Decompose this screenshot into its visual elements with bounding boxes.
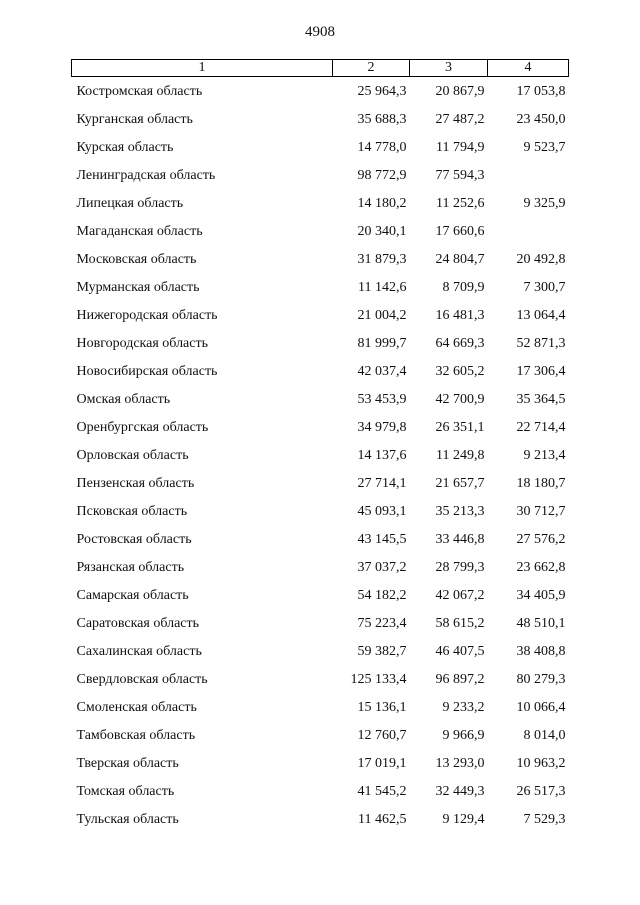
region-name: Саратовская область: [76, 616, 200, 631]
value-col-4: 26 517,3: [516, 784, 566, 799]
value-col-4: 13 064,4: [516, 308, 566, 323]
value-col-3: 27 487,2: [435, 112, 485, 127]
value-col-2: 35 688,3: [357, 112, 407, 127]
value-col-2: 41 545,2: [357, 784, 407, 799]
value-col-4: 20 492,8: [516, 252, 566, 267]
value-col-2: 14 137,6: [357, 448, 407, 463]
value-col-3: 9 129,4: [442, 812, 485, 827]
value-col-3: 11 252,6: [436, 196, 485, 211]
region-name: Курская область: [76, 140, 174, 155]
region-name: Курганская область: [76, 112, 193, 127]
value-col-4: 9 523,7: [523, 140, 566, 155]
region-name: Тверская область: [76, 756, 179, 771]
table-row: [72, 218, 569, 246]
value-col-4: 17 306,4: [516, 364, 566, 379]
region-name: Нижегородская область: [76, 308, 218, 323]
value-col-4: 9 213,4: [523, 448, 566, 463]
value-col-4: 80 279,3: [516, 672, 566, 687]
table-row: [72, 750, 569, 778]
value-col-2: 14 180,2: [357, 196, 407, 211]
value-col-2: 15 136,1: [357, 700, 407, 715]
value-col-4: 35 364,5: [516, 392, 566, 407]
value-col-2: 53 453,9: [357, 392, 407, 407]
region-name: Тамбовская область: [76, 728, 196, 743]
table-row: [72, 778, 569, 806]
table-row: [72, 246, 569, 274]
value-col-2: 54 182,2: [357, 588, 407, 603]
region-name: Свердловская область: [76, 672, 208, 687]
value-col-3: 33 446,8: [435, 532, 485, 547]
table-row: [72, 526, 569, 554]
value-col-3: 35 213,3: [435, 504, 485, 519]
value-col-4: 9 325,9: [523, 196, 566, 211]
table-row: [72, 77, 569, 107]
region-name: Магаданская область: [76, 224, 203, 239]
value-col-2: 20 340,1: [357, 224, 407, 239]
value-col-2: 12 760,7: [357, 728, 407, 743]
table-row: [72, 274, 569, 302]
table-row: [72, 330, 569, 358]
region-name: Костромская область: [76, 84, 203, 99]
region-name: Московская область: [76, 252, 197, 267]
value-col-2: 27 714,1: [357, 476, 407, 491]
value-col-2: 98 772,9: [357, 168, 407, 183]
region-name: Пензенская область: [76, 476, 195, 491]
table-row: [72, 694, 569, 722]
value-col-3: 32 449,3: [435, 784, 485, 799]
value-col-4: 27 576,2: [516, 532, 566, 547]
region-name: Тульская область: [76, 812, 179, 827]
value-col-2: 45 093,1: [357, 504, 407, 519]
value-col-3: 9 966,9: [442, 728, 485, 743]
table-body: [72, 77, 569, 835]
region-name: Мурманская область: [76, 280, 200, 295]
column-header-1: 1: [72, 60, 333, 77]
region-name: Смоленская область: [76, 700, 197, 715]
value-col-3: 42 700,9: [435, 392, 485, 407]
value-col-2: 37 037,2: [357, 560, 407, 575]
column-header-2: 2: [333, 60, 410, 77]
value-col-2: 21 004,2: [357, 308, 407, 323]
value-col-4: 48 510,1: [516, 616, 566, 631]
value-col-4: [488, 162, 569, 190]
table-row: [72, 190, 569, 218]
table-row: [72, 498, 569, 526]
value-col-2: 34 979,8: [357, 420, 407, 435]
table-row: [72, 162, 569, 190]
region-name: Омская область: [76, 392, 171, 407]
value-col-3: 9 233,2: [442, 700, 485, 715]
header-row: [72, 60, 569, 77]
value-col-3: 28 799,3: [435, 560, 485, 575]
table-row: [72, 302, 569, 330]
region-name: Ленинградская область: [76, 168, 216, 183]
value-col-3: 32 605,2: [435, 364, 485, 379]
table-row: [72, 470, 569, 498]
data-table: [71, 59, 569, 834]
table-row: [72, 414, 569, 442]
region-name: Орловская область: [76, 448, 189, 463]
value-col-3: 20 867,9: [435, 84, 485, 99]
table-row: [72, 106, 569, 134]
value-col-3: 13 293,0: [435, 756, 485, 771]
region-name: Самарская область: [76, 588, 189, 603]
page-number: 4908: [305, 24, 335, 40]
value-col-4: [488, 218, 569, 246]
value-col-4: 22 714,4: [516, 420, 566, 435]
value-col-2: 11 142,6: [358, 280, 407, 295]
value-col-2: 125 133,4: [350, 672, 407, 687]
table-row: [72, 806, 569, 834]
value-col-2: 31 879,3: [357, 252, 407, 267]
region-name: Псковская область: [76, 504, 188, 519]
value-col-3: 24 804,7: [435, 252, 485, 267]
value-col-2: 25 964,3: [357, 84, 407, 99]
table-row: [72, 666, 569, 694]
column-header-3: 3: [410, 60, 488, 77]
table-row: [72, 582, 569, 610]
value-col-2: 75 223,4: [357, 616, 407, 631]
value-col-4: 34 405,9: [516, 588, 566, 603]
value-col-2: 11 462,5: [358, 812, 407, 827]
value-col-4: 10 963,2: [516, 756, 566, 771]
value-col-2: 42 037,4: [357, 364, 407, 379]
table-row: [72, 554, 569, 582]
value-col-3: 11 249,8: [436, 448, 485, 463]
value-col-4: 18 180,7: [516, 476, 566, 491]
value-col-3: 8 709,9: [442, 280, 485, 295]
table-row: [72, 722, 569, 750]
value-col-4: 17 053,8: [516, 84, 566, 99]
region-name: Ростовская область: [76, 532, 192, 547]
value-col-2: 81 999,7: [357, 336, 407, 351]
value-col-4: 7 529,3: [523, 812, 566, 827]
value-col-2: 14 778,0: [357, 140, 407, 155]
value-col-4: 38 408,8: [516, 644, 566, 659]
value-col-2: 17 019,1: [357, 756, 407, 771]
value-col-4: 7 300,7: [523, 280, 566, 295]
value-col-3: 16 481,3: [435, 308, 485, 323]
table-row: [72, 638, 569, 666]
value-col-3: 11 794,9: [436, 140, 485, 155]
value-col-3: 46 407,5: [435, 644, 485, 659]
value-col-3: 42 067,2: [435, 588, 485, 603]
value-col-2: 59 382,7: [357, 644, 407, 659]
value-col-3: 26 351,1: [435, 420, 485, 435]
value-col-3: 21 657,7: [435, 476, 485, 491]
value-col-3: 96 897,2: [435, 672, 485, 687]
table-row: [72, 386, 569, 414]
value-col-4: 10 066,4: [516, 700, 566, 715]
table-row: [72, 442, 569, 470]
region-name: Сахалинская область: [76, 644, 202, 659]
table-row: [72, 134, 569, 162]
table-row: [72, 358, 569, 386]
table-row: [72, 610, 569, 638]
region-name: Липецкая область: [76, 196, 184, 211]
value-col-3: 64 669,3: [435, 336, 485, 351]
value-col-4: 52 871,3: [516, 336, 566, 351]
value-col-2: 43 145,5: [357, 532, 407, 547]
region-name: Оренбургская область: [76, 420, 209, 435]
region-name: Новосибирская область: [76, 364, 218, 379]
value-col-4: 30 712,7: [516, 504, 566, 519]
region-name: Томская область: [76, 784, 175, 799]
value-col-4: 8 014,0: [523, 728, 566, 743]
value-col-3: 77 594,3: [435, 168, 485, 183]
region-name: Новгородская область: [76, 336, 208, 351]
value-col-4: 23 450,0: [516, 112, 566, 127]
region-name: Рязанская область: [76, 560, 185, 575]
column-header-4: 4: [488, 60, 569, 77]
value-col-4: 23 662,8: [516, 560, 566, 575]
value-col-3: 17 660,6: [435, 224, 485, 239]
value-col-3: 58 615,2: [435, 616, 485, 631]
